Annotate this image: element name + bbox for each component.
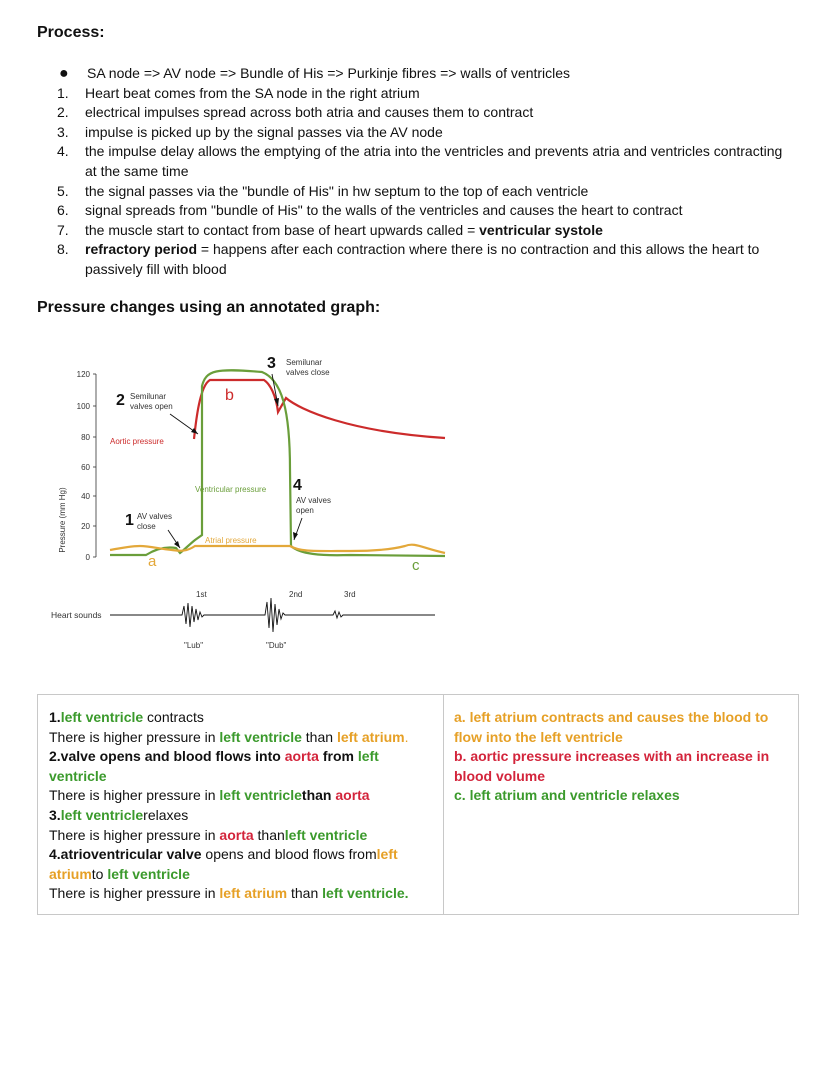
- note-term: left ventricle: [107, 865, 190, 882]
- event-label: valves close: [286, 368, 330, 377]
- note-term: left ventricle: [60, 709, 144, 725]
- list-item-text: signal spreads from "bundle of His" to the walls of the ventricles and causes the heart to contract: [85, 202, 683, 219]
- list-number: 3.: [57, 123, 69, 140]
- list-number: 6.: [57, 202, 69, 219]
- event-label: Semilunar: [130, 392, 167, 401]
- y-tick-label: 0: [85, 553, 90, 562]
- y-tick-label: 120: [76, 370, 90, 379]
- event-label: Semilunar: [286, 358, 323, 367]
- y-tick-label: 60: [81, 463, 90, 472]
- process-heading: Process:: [37, 24, 105, 41]
- note-text: There is higher pressure in: [49, 728, 220, 745]
- list-item-text: the signal passes via the "bundle of His" in hw septum to the top of each ventricle: [85, 182, 589, 199]
- y-ticks: [93, 374, 96, 557]
- process-list: [57, 64, 797, 280]
- list-number: 4.: [57, 143, 69, 160]
- y-tick-label: 100: [76, 402, 90, 411]
- event-number: 2: [116, 392, 125, 409]
- note-text: 2.valve opens and blood flows into: [49, 748, 285, 765]
- list-number: 8.: [57, 241, 69, 258]
- annotation-c: c. left atrium and ventricle relaxes: [454, 787, 680, 804]
- annotation-a: a. left atrium contracts and causes the blood to flow into the left ventricle: [454, 709, 769, 745]
- event-label: open: [296, 506, 314, 515]
- dub-label: "Dub": [266, 641, 287, 650]
- atrial-pressure-label: Atrial pressure: [205, 536, 257, 545]
- event-number: 1: [125, 512, 134, 529]
- note-text: There is higher pressure in: [49, 885, 220, 902]
- note-term: aorta: [284, 748, 319, 765]
- list-item-text: impulse is picked up by the signal passes via the AV node: [85, 123, 443, 140]
- annotation-line: [49, 786, 433, 806]
- list-item-text: the impulse delay allows the emptying of the atria into the ventricles and prevents atria and ventricles contracting at the same time: [85, 143, 783, 179]
- y-tick-label: 80: [81, 433, 90, 442]
- step-text: the muscle start to contact from base of heart upwards called =: [85, 221, 480, 238]
- y-tick-label: 40: [81, 492, 90, 501]
- heart-sounds-label: Heart sounds: [51, 610, 102, 620]
- event-number: 3: [267, 355, 276, 372]
- note-text: from: [318, 748, 358, 765]
- note-text: 4.atrioventricular valve: [49, 846, 202, 863]
- y-tick-label: 20: [81, 522, 90, 531]
- list-item-text: [85, 240, 797, 279]
- list-item: [57, 142, 797, 181]
- step-bold-term: refractory period: [85, 241, 198, 258]
- note-text: than: [301, 787, 336, 804]
- note-text: There is higher pressure in: [49, 787, 220, 804]
- annotation-line: [49, 806, 433, 826]
- pressure-heading: Pressure changes using an annotated graph:: [37, 299, 381, 316]
- list-number: 1.: [57, 84, 69, 101]
- annotation-line: [49, 826, 433, 846]
- list-item: [57, 240, 797, 279]
- note-term: left ventricle.: [322, 885, 409, 902]
- heart-sound-1st-label: 1st: [196, 590, 207, 599]
- list-item: [57, 201, 797, 221]
- annotation-line: [49, 884, 433, 904]
- note-text: contracts: [143, 709, 204, 725]
- heart-sound-2nd-label: 2nd: [289, 590, 303, 599]
- lub-label: "Lub": [184, 641, 204, 650]
- note-text: relaxes: [143, 806, 189, 823]
- list-item-text: [85, 221, 797, 241]
- annotation-line: [49, 845, 433, 884]
- step-text: = happens after each contraction where there is no contraction and this allows the heart to passively fill with blood: [85, 241, 760, 277]
- note-term: left ventricle: [60, 806, 144, 823]
- note-text: There is higher pressure in: [49, 826, 220, 843]
- annotation-b: b. aortic pressure increases with an increase in blood volume: [454, 748, 770, 784]
- note-text: opens and blood flows from: [201, 846, 377, 863]
- ventricular-pressure-label: Ventricular pressure: [195, 485, 267, 494]
- heart-sounds-trace: [110, 598, 435, 632]
- atrial-pressure-curve: [110, 545, 445, 553]
- annotation-left-column: [38, 695, 444, 914]
- list-item: [57, 64, 797, 84]
- list-item-text: electrical impulses spread across both atria and causes them to contract: [85, 104, 534, 121]
- note-number: 3.: [49, 806, 61, 823]
- annotation-right-column: [444, 695, 798, 914]
- annotation-line: [49, 747, 433, 786]
- note-text: to: [91, 865, 108, 882]
- note-term: left atrium: [336, 728, 405, 745]
- letter-c: c: [412, 557, 420, 574]
- event-label: AV valves: [296, 496, 331, 505]
- note-term: left ventricle: [219, 787, 302, 804]
- annotation-line: [49, 708, 433, 728]
- annotation-table: [37, 694, 799, 915]
- list-item: [57, 84, 797, 104]
- bullet-icon: ●: [59, 65, 69, 82]
- list-number: 5.: [57, 182, 69, 199]
- list-item: [57, 182, 797, 202]
- annotation-line: There is higher pressure in left ventricle than left atrium.: [49, 728, 409, 745]
- y-axis-label: Pressure (mm Hg): [58, 487, 67, 553]
- note-term: aorta: [335, 787, 370, 804]
- note-term: aorta: [219, 826, 254, 843]
- list-item-text: SA node => AV node => Bundle of His => Purkinje fibres => walls of ventricles: [87, 65, 571, 81]
- aortic-pressure-label: Aortic pressure: [110, 437, 164, 446]
- arrowhead-icon: [293, 532, 298, 540]
- letter-a: a: [148, 553, 157, 570]
- list-number: 2.: [57, 104, 69, 121]
- event-label: valves open: [130, 402, 173, 411]
- list-item: [57, 103, 797, 123]
- heart-sound-3rd-label: 3rd: [344, 590, 356, 599]
- note-term: left atrium: [49, 846, 398, 882]
- event-label: close: [137, 522, 156, 531]
- event-label: AV valves: [137, 512, 172, 521]
- list-item: [57, 123, 797, 143]
- pressure-graph: [50, 350, 450, 655]
- note-text: than: [253, 826, 285, 843]
- note-text: than: [301, 728, 337, 745]
- note-term: left ventricle: [49, 748, 379, 784]
- list-item-text: Heart beat comes from the SA node in the right atrium: [85, 84, 420, 101]
- note-text: than: [287, 885, 323, 902]
- list-item: [57, 221, 797, 241]
- list-number: 7.: [57, 221, 69, 238]
- step-bold-term: ventricular systole: [479, 221, 603, 238]
- letter-b: b: [225, 387, 234, 404]
- note-number: 1.: [49, 709, 61, 725]
- note-term: left ventricle: [219, 728, 302, 745]
- event-number: 4: [293, 477, 302, 494]
- note-term: left ventricle: [284, 826, 368, 843]
- note-term: left atrium: [219, 885, 288, 902]
